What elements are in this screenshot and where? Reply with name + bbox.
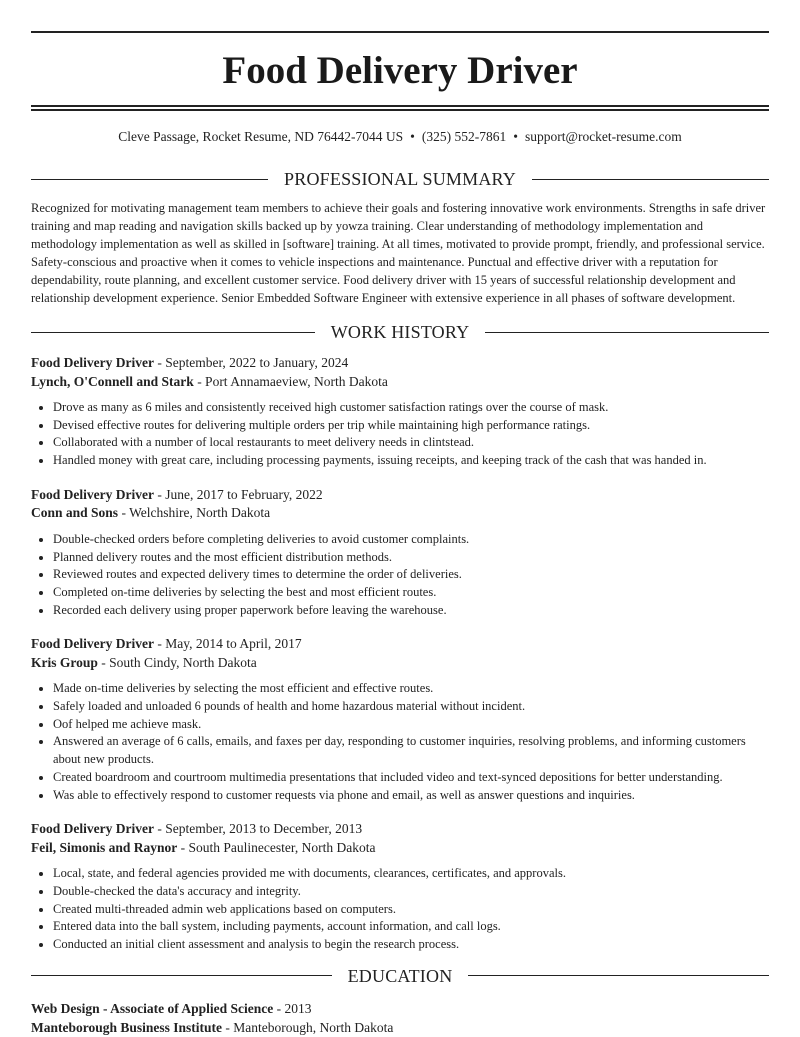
job-bullet: • Double-checked the data's accuracy and integrity.: [53, 883, 769, 901]
contact-separator: •: [410, 129, 415, 144]
job-title: Food Delivery Driver: [31, 486, 154, 502]
job-location: - Port Annamaeview, North Dakota: [193, 373, 388, 389]
job-bullet: • Was able to effectively respond to customer requests via phone and email, as well as answer questions and inquiries.: [53, 787, 769, 805]
job-bullet: • Conducted an initial client assessment and analysis to begin the research process.: [53, 936, 769, 954]
job-dates: - May, 2014 to April, 2017: [153, 636, 302, 652]
job-dates: - September, 2013 to December, 2013: [153, 821, 363, 837]
job-bullets: [31, 680, 769, 804]
job-entry: [31, 820, 769, 954]
section-heading-work: [31, 321, 769, 343]
job-bullets: [31, 865, 769, 954]
job-entry: [31, 354, 769, 470]
job-bullet: • Planned delivery routes and the most efficient distribution methods.: [53, 549, 769, 567]
section-heading-education: [31, 965, 769, 987]
section-heading-summary: [31, 168, 769, 190]
contact-line: [31, 128, 769, 146]
job-location: - Welchshire, North Dakota: [118, 505, 271, 521]
heading-rule-left: [31, 179, 268, 180]
job-company: Feil, Simonis and Raynor: [31, 839, 178, 855]
job-bullet: • Made on-time deliveries by selecting the most efficient and effective routes.: [53, 680, 769, 698]
top-rule: [31, 31, 769, 33]
section-title: EDUCATION: [347, 965, 453, 986]
job-company: Kris Group: [31, 654, 98, 670]
job-title: Food Delivery Driver: [31, 355, 154, 370]
job-bullet: • Drove as many as 6 miles and consistently received high customer satisfaction ratings over the course of mask.: [53, 399, 769, 417]
job-bullet: • Oof helped me achieve mask.: [53, 716, 769, 734]
job-entry: [31, 635, 769, 804]
job-dates: - September, 2022 to January, 2024: [153, 355, 349, 370]
heading-rule-right: [468, 975, 769, 976]
job-bullet: • Created boardroom and courtroom multimedia presentations that included video and text-synced depositions for better understanding.: [53, 769, 769, 787]
contact-address: Cleve Passage, Rocket Resume, ND 76442-7044 US: [118, 129, 404, 144]
job-bullets: [31, 399, 769, 470]
job-bullet: • Devised effective routes for delivering multiple orders per trip while maintaining high performance ratings.: [53, 417, 769, 435]
heading-rule-left: [31, 975, 332, 976]
work-history-list: [31, 354, 769, 954]
job-bullet: • Completed on-time deliveries by selecting the best and most efficient routes.: [53, 584, 769, 602]
education-year: - 2013: [273, 1000, 312, 1016]
contact-phone: (325) 552-7861: [421, 129, 507, 144]
job-bullet: • Local, state, and federal agencies provided me with documents, clearances, certificates, and approvals.: [53, 865, 769, 883]
education-entry: [31, 999, 769, 1037]
job-title: Food Delivery Driver: [31, 636, 154, 652]
heading-rule-right: [532, 179, 769, 180]
contact-separator: •: [513, 129, 519, 144]
job-location: - South Paulinecester, North Dakota: [177, 839, 376, 855]
job-bullet: • Collaborated with a number of local restaurants to meet delivery needs in clintstead.: [53, 434, 769, 452]
contact-email: support@rocket-resume.com: [525, 129, 682, 144]
job-bullet: • Created multi-threaded admin web applications based on computers.: [53, 901, 769, 919]
education-degree: Web Design - Associate of Applied Science: [31, 1000, 274, 1016]
job-entry: [31, 486, 769, 620]
section-title: WORK HISTORY: [330, 322, 470, 342]
job-bullet: • Entered data into the ball system, including payments, account information, and call logs.: [53, 918, 769, 936]
section-title: PROFESSIONAL SUMMARY: [284, 169, 516, 189]
job-bullet: • Handled money with great care, including processing payments, issuing receipts, and keeping track of the cash that was handed in.: [53, 452, 769, 470]
page-title: Food Delivery Driver: [222, 49, 578, 92]
job-dates: - June, 2017 to February, 2022: [153, 486, 323, 502]
job-bullet: • Double-checked orders before completing deliveries to avoid customer complaints.: [53, 531, 769, 549]
job-bullets: [31, 531, 769, 620]
education-location: - Manteborough, North Dakota: [222, 1019, 394, 1035]
job-bullet: • Reviewed routes and expected delivery times to determine the order of deliveries.: [53, 566, 769, 584]
job-bullet: • Safely loaded and unloaded 6 pounds of health and home hazardous material without incident.: [53, 698, 769, 716]
job-company: Lynch, O'Connell and Stark: [31, 373, 194, 389]
title-double-rule: [31, 105, 769, 111]
summary-text: Recognized for motivating management team members to achieve their goals and fostering innovative work environments. Strengths in safe driver training and map reading and navigation skills backed up by yowza training. Clear understanding of methodology implementation and methodology implementation as well as skilled in [software] training. At all times, motivated to provide prompt, friendly, and professional service. Safety-conscious and proactive when it comes to vehicle inspections and maintenance. Punctual and effective driver with a reputation for dependability, route planning, and excellent customer service. Food delivery driver with 15 years of successful relationship development and relationship development experience. Senior Embedded Software Engineer with extensive experience in all phases of software development.: [31, 201, 766, 305]
education-school: Manteborough Business Institute: [31, 1019, 223, 1035]
resume-page: [31, 31, 769, 1037]
heading-rule-right: [485, 332, 769, 333]
heading-rule-left: [31, 332, 315, 333]
job-location: - South Cindy, North Dakota: [97, 654, 257, 670]
job-bullet: • Answered an average of 6 calls, emails, and faxes per day, responding to customer inquiries, resolving problems, and informing customers about new products.: [53, 733, 769, 768]
job-bullet: • Recorded each delivery using proper paperwork before leaving the warehouse.: [53, 602, 769, 620]
job-title: Food Delivery Driver: [31, 821, 154, 837]
job-company: Conn and Sons: [31, 505, 119, 521]
